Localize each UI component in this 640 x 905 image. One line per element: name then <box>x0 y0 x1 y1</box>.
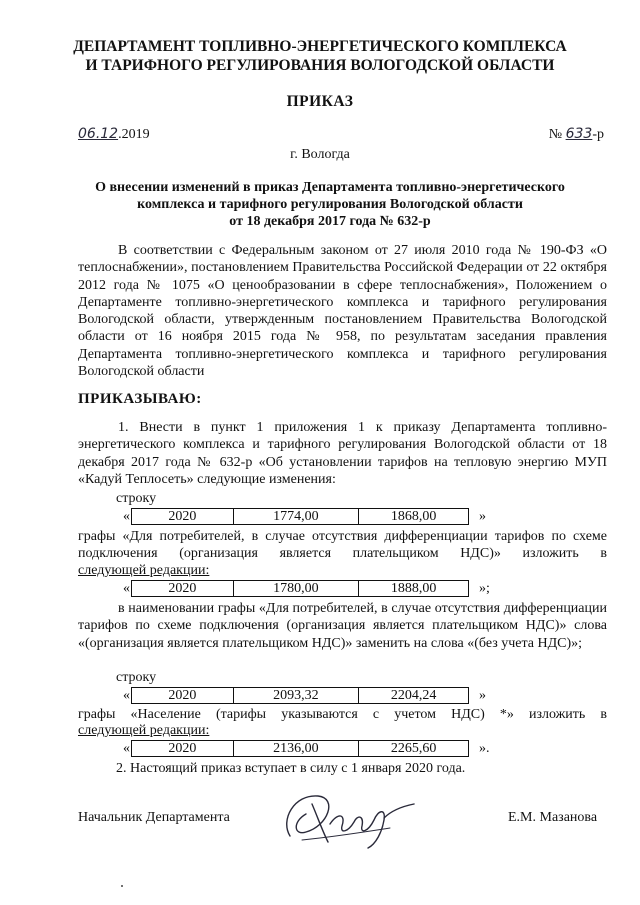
quote-close-1: » <box>479 509 486 524</box>
tariff-value-cell: 2204,24 <box>359 688 469 704</box>
order-date <box>78 126 150 143</box>
title-line-2: комплекса и тарифного регулирования Вологодской области <box>137 197 523 212</box>
order-number <box>549 126 604 143</box>
rename-paragraph: в наименовании графы «Для потребителей, в случае отсутствия дифференциации тарифов по схеме подключения (организация является плательщиком НДС)» слова «(организация является плательщиком НДС)» заменить на слова «(без учета НДС)»; <box>78 601 607 651</box>
quote-close-3: » <box>479 688 486 703</box>
order-title <box>60 179 600 230</box>
handwritten-date: 06.12 <box>78 126 119 142</box>
document-type: ПРИКАЗ <box>286 93 354 110</box>
edition-label-1: следующей редакции: <box>78 563 210 578</box>
date-year: .2019 <box>118 127 150 142</box>
tariff-value-cell: 1774,00 <box>233 509 359 525</box>
handwritten-number: 633 <box>565 126 593 142</box>
title-line-3: от 18 декабря 2017 года № 632-р <box>229 214 431 229</box>
department-name-line-1: ДЕПАРТАМЕНТ ТОПЛИВНО-ЭНЕРГЕТИЧЕСКОГО КОМПЛЕКСА <box>73 38 567 55</box>
number-sign: № <box>548 127 563 142</box>
tariff-row-old-1 <box>131 508 469 525</box>
tariff-value-cell: 2136,00 <box>233 741 359 757</box>
row-word-2: строку <box>116 670 157 685</box>
title-line-1: О внесении изменений в приказ Департамента топливно-энергетического <box>95 180 565 195</box>
column-2-description: графы «Население (тарифы указываются с учетом НДС) *» изложить в <box>78 707 607 722</box>
item-2-paragraph: 2. Настоящий приказ вступает в силу с 1 января 2020 года. <box>116 761 466 776</box>
tariff-value-cell: 1780,00 <box>233 581 359 597</box>
quote-open-2: « <box>123 581 130 596</box>
city: г. Вологда <box>290 147 350 162</box>
handwritten-signature <box>272 784 422 854</box>
scan-speck <box>121 885 123 887</box>
year-cell: 2020 <box>132 688 234 704</box>
number-suffix: -р <box>592 127 604 142</box>
tariff-row-old-2 <box>131 687 469 704</box>
year-cell: 2020 <box>132 509 234 525</box>
decree-word: ПРИКАЗЫВАЮ: <box>78 391 202 407</box>
year-cell: 2020 <box>132 741 234 757</box>
signatory-name: Е.М. Мазанова <box>508 810 598 825</box>
year-cell: 2020 <box>132 581 234 597</box>
tariff-row-new-1 <box>131 580 469 597</box>
row-word-1: строку <box>116 491 157 506</box>
quote-open-3: « <box>123 688 130 703</box>
quote-close-4: ». <box>479 741 490 756</box>
quote-close-2: »; <box>479 581 490 596</box>
tariff-value-cell: 1868,00 <box>359 509 469 525</box>
tariff-value-cell: 2093,32 <box>233 688 359 704</box>
tariff-row-new-2 <box>131 740 469 757</box>
column-1-description: графы «Для потребителей, в случае отсутствия дифференциации тарифов по схеме подключения (организация является плательщиком НДС)» изложить в <box>78 529 607 562</box>
signatory-position: Начальник Департамента <box>78 810 230 825</box>
tariff-value-cell: 1888,00 <box>359 581 469 597</box>
quote-open-4: « <box>123 741 130 756</box>
edition-label-2: следующей редакции: <box>78 723 210 738</box>
item-1-paragraph: 1. Внести в пункт 1 приложения 1 к приказу Департамента топливно-энергетического комплекса и тарифного регулирования Вологодской области от 18 декабря 2017 года № 632-р «Об установлении тарифов на тепловую энергию МУП «Кадуй Теплосеть» следующие изменения: <box>78 420 607 487</box>
department-name-line-2: И ТАРИФНОГО РЕГУЛИРОВАНИЯ ВОЛОГОДСКОЙ ОБЛАСТИ <box>85 57 555 74</box>
quote-open-1: « <box>123 509 130 524</box>
preamble-paragraph: В соответствии с Федеральным законом от 27 июля 2010 года № 190-ФЗ «О теплоснабжении», постановлением Правительства Российской Федерации от 22 октября 2012 года № 1075 «О ценообразовании в сфере теплоснабжения», Положением о Департаменте топливно-энергетического комплекса и тарифного регулирования Вологодской области, утвержденным постановлением Правительства Вологодской области от 16 ноября 2015 года № 958, по результатам заседания правления Департамента топливно-энергетического комплекса и тарифного регулирования Вологодской области <box>78 243 607 380</box>
tariff-value-cell: 2265,60 <box>359 741 469 757</box>
department-header <box>0 37 640 75</box>
